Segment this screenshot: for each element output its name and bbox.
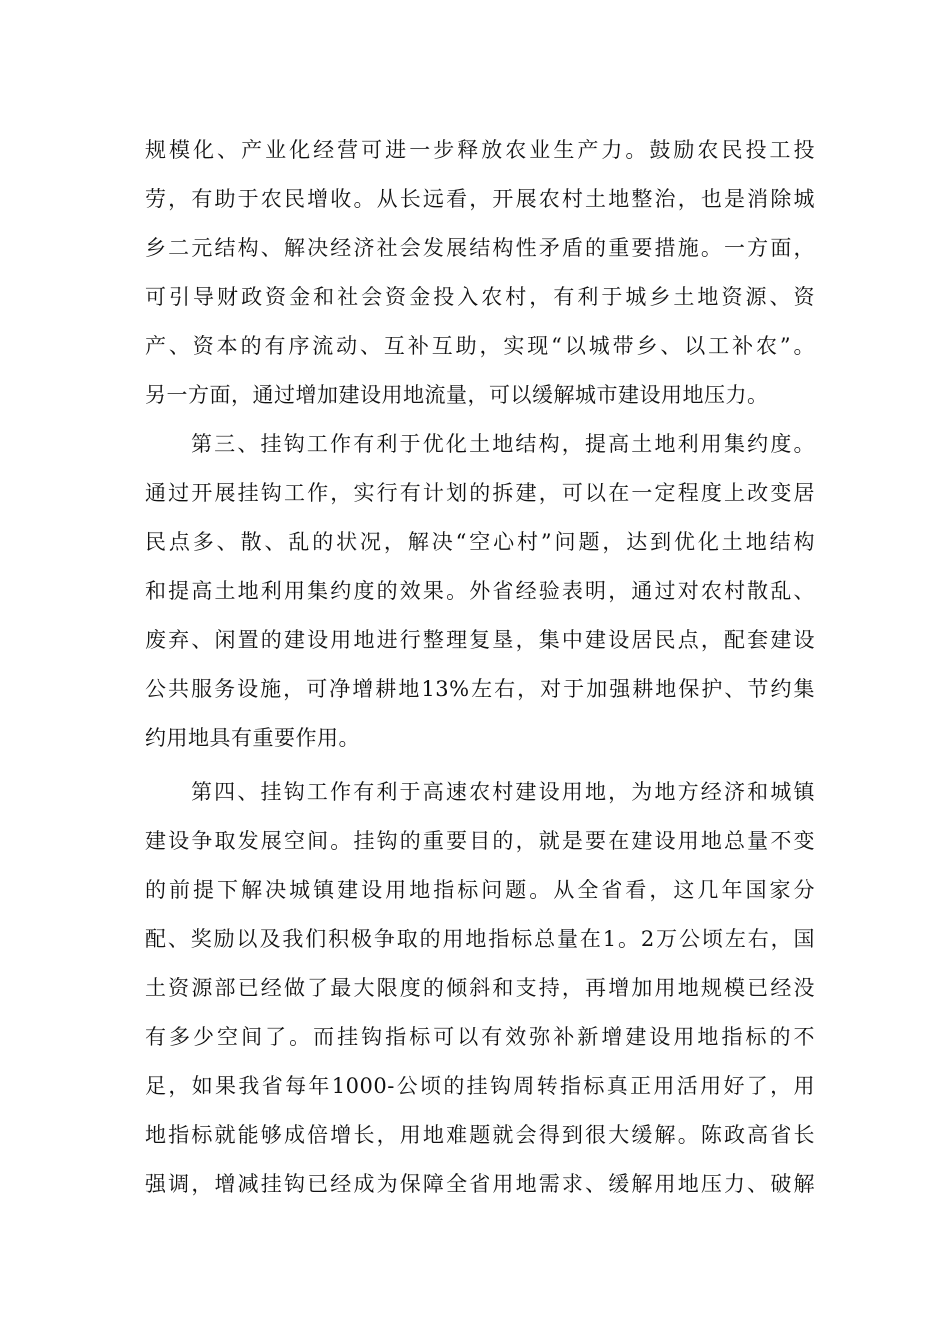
paragraph-1-line-4: 可引导财政资金和社会资金投入农村，有利于城乡土地资源、资	[145, 285, 815, 309]
paragraph-3-line-6: 有多少空间了。而挂钩指标可以有效弥补新增建设用地指标的不	[145, 1025, 815, 1049]
paragraph-3-line-8: 地指标就能够成倍增长，用地难题就会得到很大缓解。陈政高省长	[145, 1123, 815, 1147]
paragraph-2-line-7: 约用地具有重要作用。	[145, 726, 360, 750]
paragraph-2-line-4: 和提高土地利用集约度的效果。外省经验表明，通过对农村散乱、	[145, 579, 815, 603]
paragraph-1-line-3: 乡二元结构、解决经济社会发展结构性矛盾的重要措施。一方面，	[145, 236, 815, 260]
paragraph-3-line-9: 强调，增减挂钩已经成为保障全省用地需求、缓解用地压力、破解	[145, 1172, 815, 1196]
paragraph-2-line-3: 民点多、散、乱的状况，解决“空心村”问题，达到优化土地结构	[145, 530, 815, 554]
paragraph-3-line-2: 建设争取发展空间。挂钩的重要目的，就是要在建设用地总量不变	[145, 829, 815, 853]
paragraph-3-line-7: 足，如果我省每年1000-公顷的挂钩周转指标真正用活用好了，用	[145, 1074, 815, 1098]
paragraph-2-line-6: 公共服务设施，可净增耕地13%左右，对于加强耕地保护、节约集	[145, 677, 815, 701]
paragraph-1-line-6: 另一方面，通过增加建设用地流量，可以缓解城市建设用地压力。	[145, 383, 769, 407]
paragraph-3-line-1: 第四、挂钩工作有利于高速农村建设用地，为地方经济和城镇	[191, 780, 815, 804]
paragraph-1-line-1: 规模化、产业化经营可进一步释放农业生产力。鼓励农民投工投	[145, 138, 815, 162]
document-body	[145, 126, 815, 1209]
paragraph-2-line-5: 废弃、闲置的建设用地进行整理复垦，集中建设居民点，配套建设	[145, 628, 815, 652]
paragraph-2-line-2: 通过开展挂钩工作，实行有计划的拆建，可以在一定程度上改变居	[145, 481, 815, 505]
paragraph-1-line-5: 产、资本的有序流动、互补互助，实现“以城带乡、以工补农”。	[145, 334, 815, 358]
paragraph-1-line-2: 劳，有助于农民增收。从长远看，开展农村土地整治，也是消除城	[145, 187, 815, 211]
paragraph-3-line-5: 土资源部已经做了最大限度的倾斜和支持，再增加用地规模已经没	[145, 976, 815, 1000]
paragraph-3-line-3: 的前提下解决城镇建设用地指标问题。从全省看，这几年国家分	[145, 878, 815, 902]
paragraph-2-line-1: 第三、挂钩工作有利于优化土地结构，提高土地利用集约度。	[191, 432, 815, 456]
paragraph-3-line-4: 配、奖励以及我们积极争取的用地指标总量在1。2万公顷左右，国	[145, 927, 815, 951]
